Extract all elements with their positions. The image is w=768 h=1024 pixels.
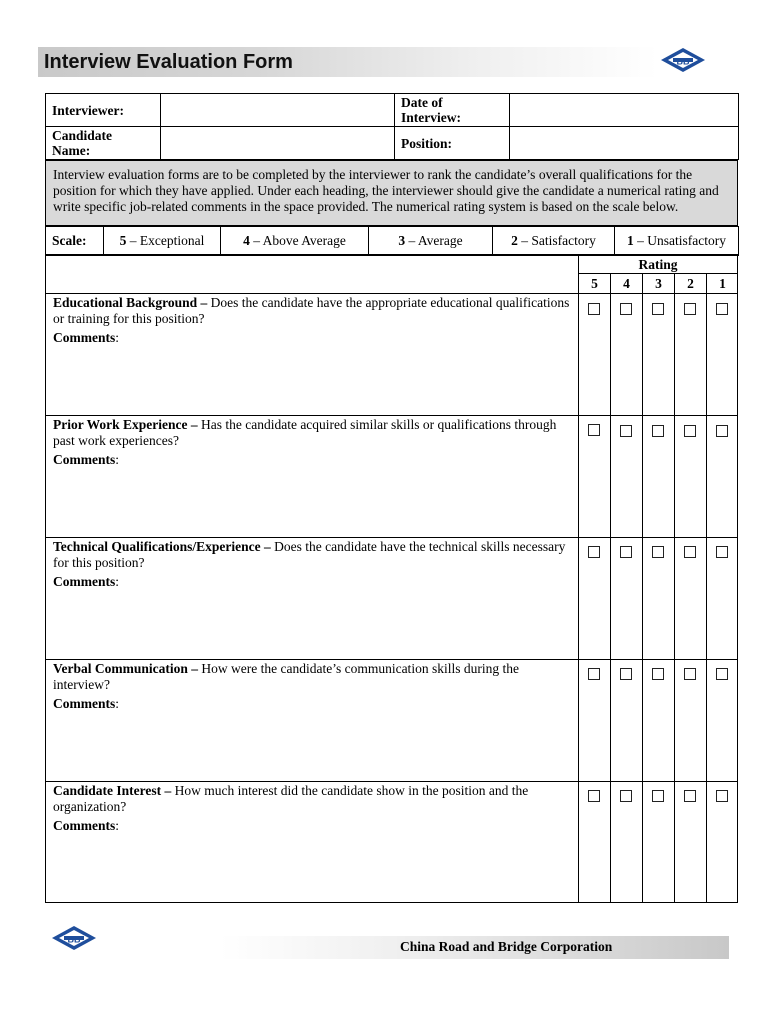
rating-checkbox[interactable]: [684, 546, 696, 558]
info-table: [45, 93, 739, 160]
rating-checkbox[interactable]: [684, 425, 696, 437]
intro-text: Interview evaluation forms are to be completed by the interviewer to rank the candidate’s overall qualifications for the position for which they have applied. Under each heading, the interviewer should give the candidate a numerical rating and write specific job-related comments in the space provided. The numerical rating system is based on the scale below.: [45, 160, 738, 226]
footer-logo: [44, 925, 104, 951]
scale-item-1: 1 – Unsatisfactory: [615, 227, 739, 256]
rating-checkbox[interactable]: [716, 790, 728, 802]
page-title: Interview Evaluation Form: [44, 51, 293, 73]
rating-checkbox[interactable]: [588, 546, 600, 558]
interviewer-field[interactable]: [161, 94, 395, 127]
rating-checkbox[interactable]: [588, 303, 600, 315]
question-technical-qualifications: Technical Qualifications/Experience – Does the candidate have the technical skills necessary for this position? Comments:: [53, 539, 566, 589]
candidate-label: Candidate Name:: [46, 127, 161, 160]
question-verbal-communication: Verbal Communication – How were the candidate’s communication skills during the interview? Comments:: [53, 661, 519, 711]
evaluation-grid: [45, 254, 738, 903]
interviewer-label: Interviewer:: [46, 94, 161, 127]
position-label: Position:: [395, 127, 510, 160]
question-educational-background: Educational Background – Does the candidate have the appropriate educational qualifications or training for this position? Comments:: [53, 295, 570, 345]
scale-item-4: 4 – Above Average: [221, 227, 369, 256]
question-prior-work-experience: Prior Work Experience – Has the candidate acquired similar skills or qualifications through past work experiences? Comments:: [53, 417, 557, 467]
rating-checkbox[interactable]: [620, 668, 632, 680]
rating-checkbox[interactable]: [652, 668, 664, 680]
rating-col-3: 3: [655, 276, 662, 291]
rating-checkbox[interactable]: [620, 546, 632, 558]
rating-checkbox[interactable]: [652, 790, 664, 802]
rating-checkbox[interactable]: [588, 790, 600, 802]
scale-item-3: 3 – Average: [369, 227, 493, 256]
rating-checkbox[interactable]: [588, 668, 600, 680]
rating-checkbox[interactable]: [684, 303, 696, 315]
candidate-field[interactable]: [161, 127, 395, 160]
rating-checkbox[interactable]: [684, 790, 696, 802]
scale-label: Scale:: [46, 227, 104, 256]
question-candidate-interest: Candidate Interest – How much interest did the candidate show in the position and the organization? Comments:: [53, 783, 529, 833]
rating-checkbox[interactable]: [716, 425, 728, 437]
footer-logo-text: BB: [67, 934, 81, 945]
date-field[interactable]: [510, 94, 739, 127]
company-logo: [660, 47, 706, 73]
rating-checkbox[interactable]: [716, 303, 728, 315]
rating-checkbox[interactable]: [620, 790, 632, 802]
rating-checkbox[interactable]: [716, 668, 728, 680]
scale-table: [45, 226, 739, 256]
rating-col-1: 1: [719, 276, 726, 291]
scale-item-5: 5 – Exceptional: [104, 227, 221, 256]
rating-checkbox[interactable]: [588, 424, 600, 436]
rating-col-4: 4: [623, 276, 630, 291]
logo-text: BB: [676, 56, 690, 67]
rating-header: Rating: [638, 257, 678, 272]
scale-item-2: 2 – Satisfactory: [493, 227, 615, 256]
position-field[interactable]: [510, 127, 739, 160]
rating-col-2: 2: [687, 276, 694, 291]
rating-checkbox[interactable]: [620, 303, 632, 315]
rating-checkbox[interactable]: [620, 425, 632, 437]
rating-checkbox[interactable]: [652, 546, 664, 558]
rating-col-5: 5: [591, 276, 598, 291]
rating-checkbox[interactable]: [652, 303, 664, 315]
footer-company: China Road and Bridge Corporation: [400, 939, 613, 954]
rating-checkbox[interactable]: [716, 546, 728, 558]
rating-checkbox[interactable]: [684, 668, 696, 680]
date-label: Date of Interview:: [395, 94, 510, 127]
rating-checkbox[interactable]: [652, 425, 664, 437]
